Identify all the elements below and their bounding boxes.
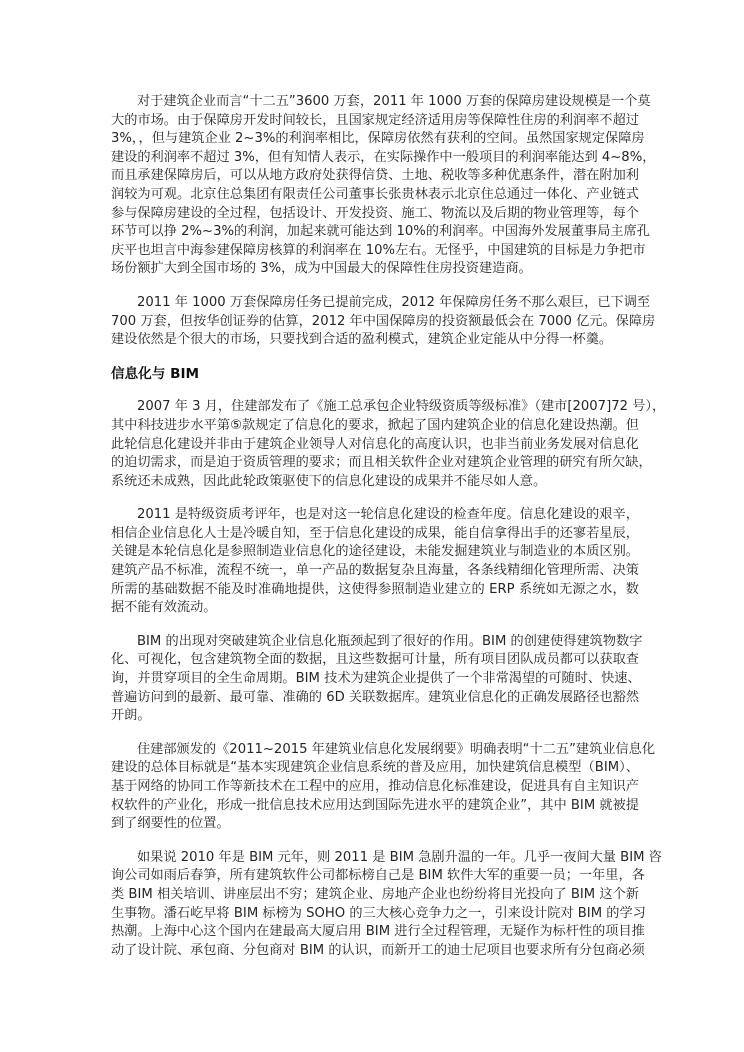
paragraph (111, 398, 666, 491)
paragraph-line: 热潮。上海中心这个国内在建最高大厦启用 BIM 进行全过程管理，无疑作为标杆性的项目推 (111, 924, 645, 940)
paragraph-line: 其中科技进步水平第⑤款规定了信息化的要求，掀起了国内建筑企业的信息化建设热潮。但 (111, 417, 639, 433)
paragraph-line: 到了纲要性的位置。 (111, 816, 230, 832)
paragraph-line: 建设的利润率不超过 3%，但有知情人表示，在实际操作中一般项目的利润率能达到 4~8%， (111, 149, 656, 165)
paragraph-line: 基于网络的协同工作等新技术在工程中的应用，推动信息化标准建设，促进具有自主知识产 (111, 779, 639, 794)
paragraph-line: 润较为可观。北京住总集团有限责任公司董事长张贵林表示北京住总通过一体化、产业链式 (111, 186, 639, 202)
paragraph-line: 建设依然是个很大的市场，只要找到合适的盈利模式，建筑企业定能从中分得一杯羹。 (111, 332, 613, 348)
paragraph-line: 大的市场。由于保障房开发时间较长，且国家规定经济适用房等保障性住房的利润率不超过 (111, 112, 639, 128)
paragraph-line: 2011 年 1000 万套保障房任务已提前完成，2012 年保障房任务不那么艰巨，已下调至 (137, 294, 651, 310)
paragraph (111, 633, 643, 726)
paragraph-line: 对于建筑企业而言“十二五”3600 万套，2011 年 1000 万套的保障房建设规模是一个莫 (137, 94, 651, 109)
paragraph (111, 741, 656, 834)
section-heading: 信息化与 BIM (111, 365, 200, 382)
paragraph-line: 而且承建保障房后，可以从地方政府处获得信贷、土地、税收等多种优惠条件，潜在附加利 (111, 168, 639, 184)
paragraph-line: 系统还未成熟，因此此轮政策驱使下的信息化建设的成果并不能尽如人意。 (111, 473, 547, 489)
paragraph-line: 的迫切需求，而是迫于资质管理的要求；而且相关软件企业对建筑企业管理的研究有所欠缺， (111, 455, 652, 471)
paragraph-line: 庆平也坦言中海参建保障房核算的利润率在 10%左右。无怪乎，中国建筑的目标是力争把市 (111, 242, 646, 258)
paragraph-line: 据不能有效流动。 (111, 600, 217, 616)
paragraph-line: 此轮信息化建设并非由于建筑企业领导人对信息化的高度认识，也非当前业务发展对信息化 (111, 436, 639, 452)
paragraph-line: 普遍访问到的最新、最可靠、准确的 6D 关联数据库。建筑业信息化的正确发展路径也豁然 (111, 689, 640, 705)
section-bim (111, 398, 666, 960)
paragraph-line: 2007 年 3 月，住建部发布了《施工总承包企业特级资质等级标准》（建市[2007]72 号）， (137, 399, 666, 415)
paragraph (111, 93, 656, 279)
paragraph-line: 建设的总体目标就是“基本实现建筑企业信息系统的普及应用，加快建筑信息模型（BIM）、 (111, 760, 639, 776)
paragraph-line: 场份额扩大到全国市场的 3%，成为中国最大的保障性住房投资建造商。 (111, 261, 532, 277)
paragraph-line: 权软件的产业化，形成一批信息技术应用达到国际先进水平的建筑企业”，其中 BIM 就被提 (111, 797, 639, 813)
paragraph-line: 关键是本轮信息化是参照制造业信息化的途径建设，未能发掘建筑业与制造业的本质区别。 (111, 544, 639, 560)
paragraph-line: 所需的基础数据不能及时准确地提供，这使得参照制造业建立的 ERP 系统如无源之水，数 (111, 581, 639, 597)
paragraph-line: 询，并贯穿项目的全生命周期。BIM 技术为建筑企业提供了一个非常渴望的可随时、快速、 (111, 671, 641, 687)
paragraph-line: 动了设计院、承包商、分包商对 BIM 的认识，而新开工的迪士尼项目也要求所有分包商必须 (111, 942, 645, 958)
paragraph-line: 类 BIM 相关培训、讲座层出不穷；建筑企业、房地产企业也纷纷将目光投向了 BIM 这个新 (111, 886, 639, 902)
paragraph (111, 294, 656, 350)
paragraph-line: 住建部颁发的《2011~2015 年建筑业信息化发展纲要》明确表明“十二五”建筑业信息化 (137, 741, 656, 757)
document-body (111, 93, 666, 975)
paragraph (111, 849, 662, 961)
paragraph-line: 询公司如雨后春笋，所有建筑软件公司都标榜自己是 BIM 软件大军的重要一员；一年里，各 (111, 868, 645, 884)
paragraph-line: BIM 的出现对突破建筑企业信息化瓶颈起到了很好的作用。BIM 的创建使得建筑物数字 (137, 633, 643, 649)
paragraph-line: 参与保障房建设的全过程，包括设计、开发投资、施工、物流以及后期的物业管理等，每个 (111, 205, 639, 221)
paragraph-line: 3%，，但与建筑企业 2~3%的利润率相比，保障房依然有获利的空间。虽然国家规定保障房 (111, 131, 645, 147)
paragraph-line: 生事物。潘石屹早将 BIM 标榜为 SOHO 的三大核心竞争力之一，引来设计院对 BIM 的学习 (111, 905, 646, 921)
paragraph-line: 建筑产品不标准，流程不统一，单一产品的数据复杂且海量，各条线精细化管理所需、决策 (111, 563, 639, 579)
paragraph-line: 2011 是特级资质考评年，也是对这一轮信息化建设的检查年度。信息化建设的艰辛， (137, 507, 639, 523)
paragraph-line: 开朗。 (111, 708, 151, 724)
section-housing (111, 93, 656, 350)
paragraph-line: 化、可视化，包含建筑物全面的数据，且这些数据可计量，所有项目团队成员都可以获取查 (111, 652, 639, 668)
paragraph-line: 环节可以挣 2%~3%的利润，加起来就可能达到 10%的利润率。中国海外发展董事局主席孔 (111, 224, 650, 240)
paragraph-line: 相信企业信息化人士是冷暖自知，至于信息化建设的成果，能自信拿得出手的还寥若星辰， (111, 525, 639, 541)
paragraph-line: 700 万套，但按华创证券的估算，2012 年中国保障房的投资额最低会在 7000 亿元。保障房 (111, 313, 656, 329)
paragraph-line: 如果说 2010 年是 BIM 元年，则 2011 是 BIM 急剧升温的一年。几乎一夜间大量 BIM 咨 (137, 849, 662, 865)
paragraph (111, 506, 639, 618)
